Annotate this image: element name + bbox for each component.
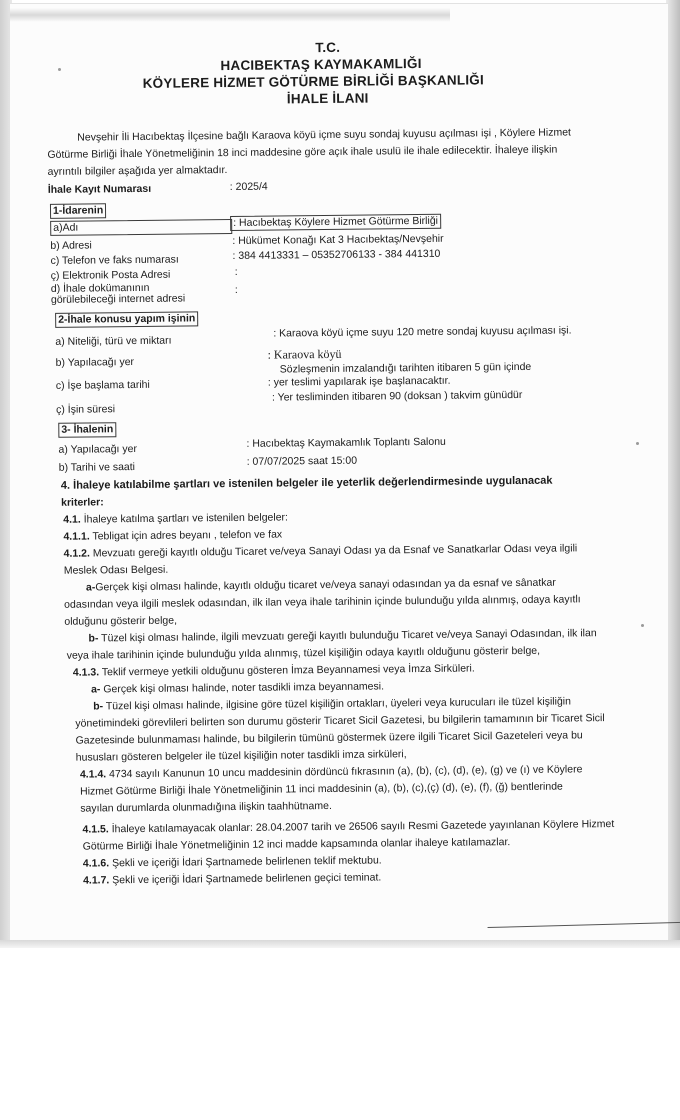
kayit-value: : 2025/4	[229, 180, 268, 194]
header-ihale-ilani: İHALE İLANI	[286, 90, 369, 107]
scan-right-edge	[666, 0, 680, 946]
clause-number: 4.1.2.	[63, 547, 90, 560]
clause-text: Gerçek kişi olması halinde, kayıtlı olduğu ticaret ve/veya sanayi odasından ya da esnaf ve sânatkar	[95, 576, 556, 594]
section4-line	[73, 662, 475, 679]
clause-number: 4.1.5.	[82, 823, 109, 836]
section4-line	[80, 763, 583, 781]
section4-line	[83, 854, 382, 870]
ihale-yer-value: : Hacıbektaş Kaymakamlık Toplantı Salonu	[246, 435, 446, 450]
idare-ad-label: a)Adı	[50, 219, 232, 236]
clause-text: hususları gösteren belgeler ile tüzel kişiliğin noter tasdikli imza sirküleri,	[75, 748, 407, 764]
section4-line	[88, 627, 596, 645]
ihale-tarih-label: b) Tarihi ve saati	[58, 461, 136, 474]
clause-text: Gazetesinde bulunmaması halinde, bu bilgilerin tümünü göstermek üzere ilgili Ticaret Sicil Gazeteleri veya bu	[75, 729, 583, 747]
clause-number: b-	[88, 632, 99, 645]
clause-text: 4734 sayılı Kanunun 10 uncu maddesinin dördüncü fıkrasının (a), (b), (c), (d), (e), (g) ve (ı) ve Köylere	[106, 763, 583, 781]
section4-line	[83, 836, 511, 853]
section4-line	[91, 680, 384, 696]
intro-line: Nevşehir İli Hacıbektaş İlçesine bağlı Karaova köyü içme suyu sondaj kuyusu açılması işi , Köylere Hizmet	[77, 126, 572, 144]
section4-title2: kriterler:	[61, 496, 104, 509]
section4-line	[64, 542, 578, 560]
scan-bottom-edge	[0, 940, 680, 948]
kayit-label: İhale Kayıt Numarası	[47, 182, 152, 196]
is-baslama-value2: : yer teslimi yapılarak işe başlanacaktır.	[267, 374, 451, 389]
clause-text: Gerçek kişi olması halinde, noter tasdikli imza beyannamesi.	[100, 680, 385, 696]
clause-number: 4.1.6.	[82, 857, 110, 870]
is-baslama-label: c) İşe başlama tarihi	[55, 378, 150, 392]
section4-line	[63, 528, 282, 543]
section4-line	[67, 645, 540, 663]
section3-title: 3- İhalenin	[58, 422, 116, 438]
section2-title: 2-İhale konusu yapım işinin	[55, 311, 198, 327]
idare-telefon-value: : 384 4413331 – 05352706133 - 384 441310	[232, 247, 441, 262]
section4-line	[86, 577, 556, 595]
section1-title: 1-İdarenin	[50, 203, 106, 219]
clause-text: İhaleye katılamayacak olanlar: 28.04.2007 tarih ve 26506 sayılı Resmi Gazetede yayınlanan Köylere Hizmet	[108, 818, 615, 836]
clause-number: 4.1.4.	[79, 768, 107, 781]
section4-line	[64, 593, 581, 611]
idare-internet-label: d) İhale dokümanının	[50, 281, 150, 295]
clause-text: Tüzel kişi olması halinde, ilgili mevzuatı gereği kayıtlı bulunduğu Ticaret ve/veya Sanayi Odasından, ilk ilan	[98, 627, 597, 645]
section4-line	[83, 871, 381, 887]
idare-eposta-value: :	[234, 265, 238, 278]
section4-line	[93, 695, 571, 713]
section4-line	[64, 564, 169, 578]
ihale-yer-label: a) Yapılacağı yer	[58, 442, 138, 456]
document-content	[38, 12, 667, 898]
clause-number: 4.1.7.	[82, 874, 110, 887]
header-tc: T.C.	[315, 39, 341, 56]
clause-text: yönetimindeki görevlileri belirten son durumu gösterir Ticaret Sicil Gazetesi, bu bilgilerin tamamının bir Ticaret Sicil	[75, 712, 605, 730]
idare-internet-value: :	[234, 283, 238, 296]
is-nitelik-value: : Karaova köyü içme suyu 120 metre sondaj kuyusu açılması işi.	[273, 324, 572, 340]
header-kaymakamlik: HACIBEKTAŞ KAYMAKAMLIĞI	[220, 55, 422, 74]
section4-line	[63, 511, 288, 526]
clause-number: a-	[85, 581, 96, 594]
clause-text: odasından veya ilgili meslek odasından, ilk ilan veya ihale tarihinin içinde bulunduğu yılda alınmış, odaya kayıtlı	[64, 593, 581, 611]
clause-number: b-	[93, 700, 104, 713]
section4-line	[75, 712, 604, 731]
clause-text: olduğunu gösterir belge,	[64, 614, 178, 628]
is-sure-value: : Yer tesliminden itibaren 90 (doksan ) takvim günüdür	[271, 388, 523, 404]
clause-text: sayılan durumlarda olunmadığına ilişkin taahhütname.	[80, 799, 332, 815]
clause-number: 4.1.	[63, 513, 81, 526]
section4-line	[82, 818, 614, 837]
clause-text: Şekli ve içeriği İdari Şartnamede belirlenen teklif mektubu.	[109, 854, 382, 870]
idare-eposta-label: ç) Elektronik Posta Adresi	[50, 268, 171, 282]
clause-number: a-	[90, 683, 101, 696]
clause-text: Şekli ve içeriği İdari Şartnamede belirlenen geçici teminat.	[109, 871, 382, 887]
clause-text: Meslek Odası Belgesi.	[63, 563, 169, 577]
idare-telefon-label: c) Telefon ve faks numarası	[50, 253, 179, 267]
clause-text: Mevzuatı gereği kayıtlı olduğu Ticaret ve/veya Sanayi Odası ya da Esnaf ve Sanatkarlar Odası veya ilgili	[89, 542, 578, 560]
section4-title: 4. İhaleye katılabilme şartları ve istenilen belgeler ile yeterlik değerlendirmesinde uygulanacak	[60, 474, 553, 492]
is-nitelik-label: a) Niteliği, türü ve miktarı	[55, 334, 172, 348]
clause-text: İhaleye katılma şartları ve istenilen belgeler:	[80, 511, 289, 526]
idare-internet-label2: görülebileceği internet adresi	[50, 292, 186, 306]
header-birlik: KÖYLERE HİZMET GÖTÜRME BİRLİĞİ BAŞKANLIĞI	[142, 72, 484, 91]
clause-text: Teklif vermeye yetkili olduğunu gösteren İmza Beyannamesi veya İmza Sirküleri.	[99, 662, 475, 679]
intro-line: ayrıntılı bilgiler aşağıda yer almaktadır.	[47, 164, 228, 178]
idare-adres-label: b) Adresi	[50, 239, 92, 252]
section4-line	[80, 800, 332, 816]
clause-number: 4.1.1.	[63, 530, 90, 543]
is-yer-value: : Karaova köyü	[267, 346, 342, 362]
idare-adres-value: : Hükümet Konağı Kat 3 Hacıbektaş/Nevşehir	[232, 232, 444, 247]
clause-text: Götürme Birliği İhale Yönetmeliğinin 12 inci madde kapsamında olanlar ihaleye katılamazlar.	[82, 836, 511, 853]
is-sure-label: ç) İşin süresi	[56, 403, 116, 416]
clause-text: Hizmet Götürme Birliği İhale Yönetmeliğinin 11 inci maddesinin (a), (b), (c),(ç) (d), (e), (f), (ğ) bentlerinde	[80, 780, 563, 798]
clause-text: Tebligat için adres beyanı , telefon ve fax	[89, 528, 283, 543]
idare-ad-value: : Hacıbektaş Köylere Hizmet Götürme Birliği	[230, 214, 441, 231]
clause-text: Tüzel kişi olması halinde, ilgisine göre tüzel kişiliğin ortakları, üyeleri veya kurucuları ile tüzel kişiliğin	[103, 695, 572, 713]
section4-line	[76, 729, 583, 747]
section4-line	[80, 781, 563, 799]
section4-line	[64, 615, 177, 629]
intro-line: Götürme Birliği İhale Yönetmeliğinin 18 inci maddesine göre açık ihale usulü ile ihale edilecektir. İhaleye ilişkin	[47, 143, 558, 161]
ihale-tarih-value: : 07/07/2025 saat 15:00	[246, 454, 358, 468]
clause-number: 4.1.3.	[72, 666, 100, 679]
is-yer-label: b) Yapılacağı yer	[55, 356, 135, 369]
is-baslama-value: Sözleşmenin imzalandığı tarihten itibaren 5 gün içinde	[279, 360, 532, 376]
section4-line	[76, 748, 407, 764]
clause-text: veya ihale tarihinin içinde bulunduğu yılda alınmış, tüzel kişiliğin odaya kayıtlı olduğunu gösterir belge,	[66, 644, 541, 662]
